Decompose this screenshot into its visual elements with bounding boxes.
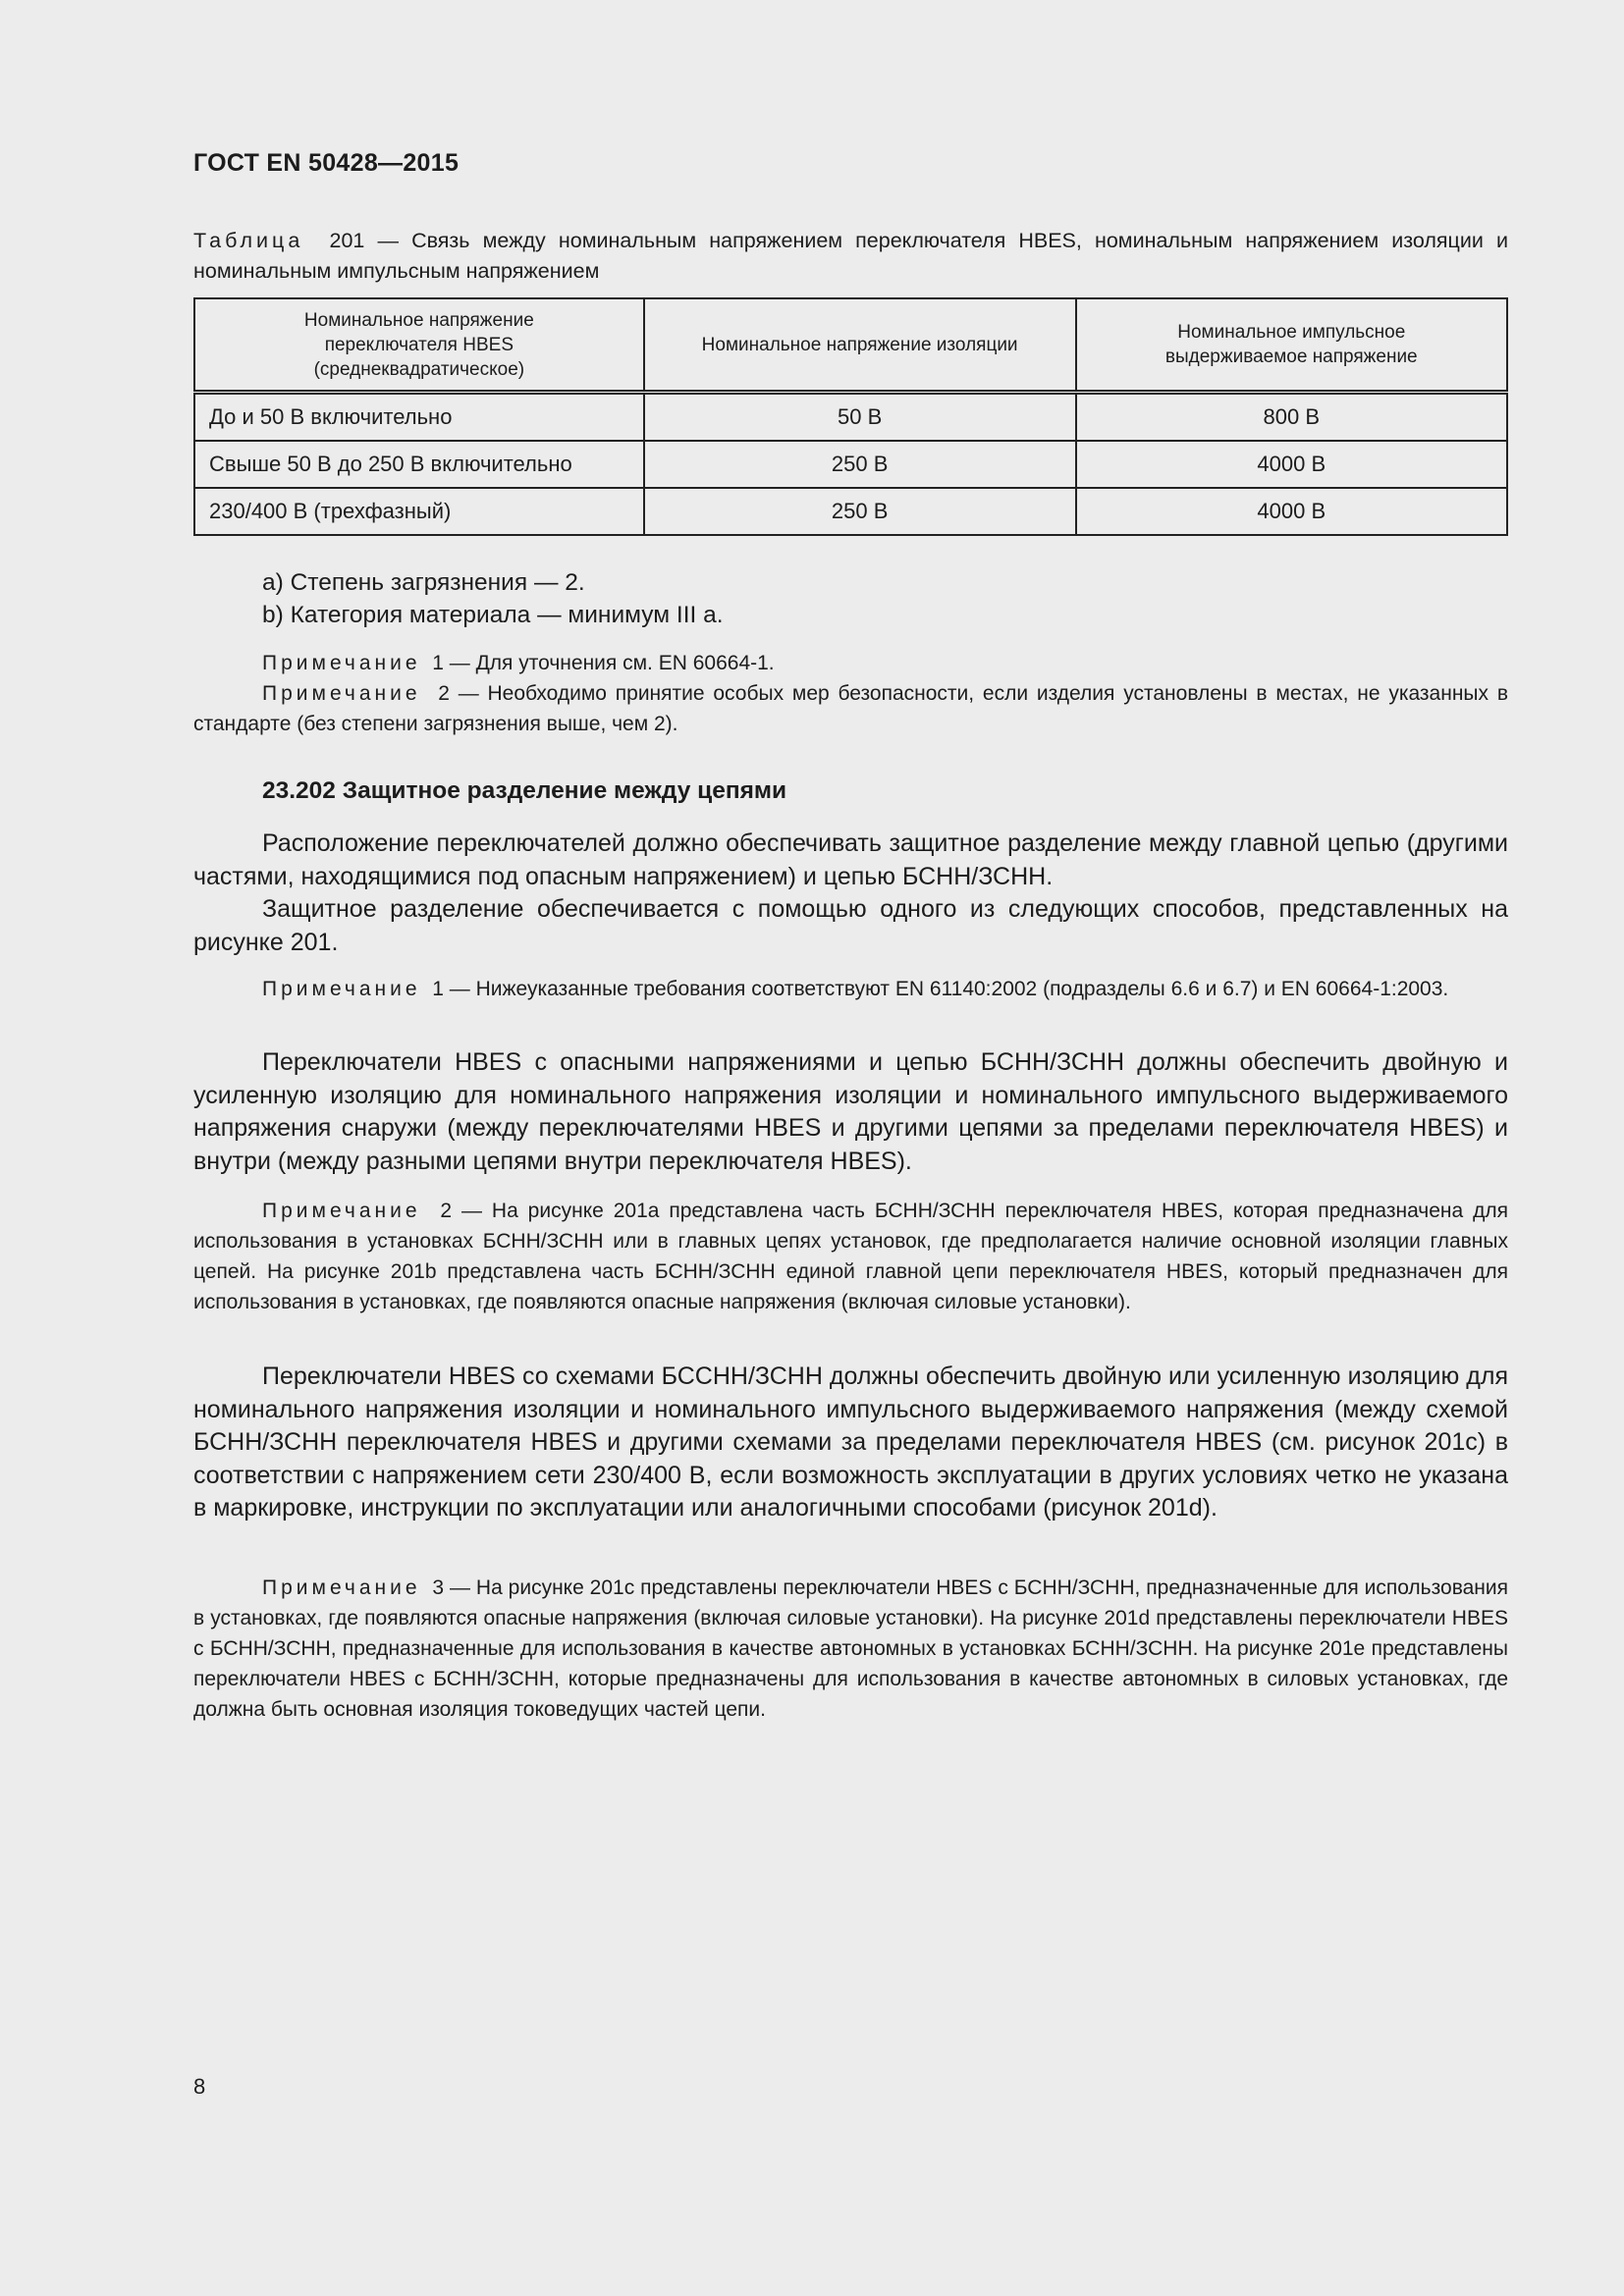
table-notes	[193, 648, 1508, 739]
page-number: 8	[193, 2074, 206, 2099]
note-label: Примечание	[262, 978, 421, 1000]
table-cell: До и 50 В включительно	[194, 393, 644, 442]
table-footnote-b: b) Категория материала — минимум III a.	[262, 602, 724, 628]
section-paragraph-1	[193, 828, 1508, 959]
table-cell: 250 В	[644, 488, 1076, 535]
table-cell: 800 В	[1076, 393, 1507, 442]
table-caption	[193, 226, 1508, 287]
note-text: 1 — Нижеуказанные требования соответствуют EN 61140:2002 (подразделы 6.6 и 6.7) и EN 60664-1:2003.	[432, 978, 1449, 1000]
table-row	[194, 488, 1507, 535]
note-label: Примечание	[262, 1200, 421, 1222]
table-cell: 50 В	[644, 393, 1076, 442]
table-cell: 250 В	[644, 441, 1076, 488]
note-label: Примечание	[262, 682, 421, 705]
section-note-1	[193, 974, 1508, 1004]
section-paragraph-3: Переключатели HBES с опасными напряжениями и цепью БСНН/ЗСНН должны обеспечить двойную и усиленную изоляцию для номинального напряжения изоляции и номинального импульсного выдерживаемого напряжения снаружи (между переключателями HBES и другими цепями за пределами переключателя HBES) и внутри (между разными цепями внутри переключателя HBES).	[193, 1048, 1508, 1175]
table-header-cell: Номинальное напряжение изоляции	[644, 298, 1076, 393]
table-cell: 230/400 В (трехфазный)	[194, 488, 644, 535]
table-caption-text: 201 — Связь между номинальным напряжением переключателя HBES, номинальным напряжением изоляции и номинальным импульсным напряжением	[193, 229, 1508, 283]
voltage-table	[193, 297, 1508, 536]
note-text: 2 — На рисунке 201a представлена часть БСНН/ЗСНН переключателя HBES, которая предназначена для использования в установках БСНН/ЗСНН или в главных цепях установок, где предполагается наличие основной изоляции главных цепей. На рисунке 201b представлена часть БСНН/ЗСНН единой главной цепи переключателя HBES, который предназначен для использования в установках, где появляются опасные напряжения (включая силовые установки).	[193, 1200, 1508, 1313]
section-paragraph-4: Переключатели HBES со схемами БССНН/ЗСНН должны обеспечить двойную или усиленную изоляцию для номинального напряжения изоляции и номинального импульсного выдерживаемого напряжения (между схемой БСНН/ЗСНН переключателя HBES и другими схемами за пределами переключателя HBES (см. рисунок 201c) в соответствии с напряжением сети 230/400 В, если возможность эксплуатации в других условиях четко не указана в маркировке, инструкции по эксплуатации или аналогичными способами (рисунок 201d).	[193, 1362, 1508, 1522]
note-label: Примечание	[262, 1576, 421, 1599]
note-text: 3 — На рисунке 201c представлены переключатели HBES с БСНН/ЗСНН, предназначенные для использования в установках, где появляются опасные напряжения (включая силовые установки). На рисунке 201d представлены переключатели HBES с БСНН/ЗСНН, предназначенные для использования в качестве автономных в установках БСНН/ЗСНН. На рисунке 201e представлены переключатели HBES с БСНН/ЗСНН, которые предназначены для использования в качестве автономных в силовых установках, где должна быть основная изоляция токоведущих частей цепи.	[193, 1576, 1508, 1721]
table-header-cell: Номинальное напряжение переключателя HBES (среднеквадратическое)	[194, 298, 644, 393]
table-note-1: 1 — Для уточнения см. EN 60664-1.	[432, 652, 775, 674]
table-cell: 4000 В	[1076, 488, 1507, 535]
table-header-cell: Номинальное импульсное выдерживаемое напряжение	[1076, 298, 1507, 393]
table-cell: Свыше 50 В до 250 В включительно	[194, 441, 644, 488]
section-note-3	[193, 1573, 1508, 1725]
table-header-row	[194, 298, 1507, 393]
table-note-2: 2 — Необходимо принятие особых мер безопасности, если изделия установлены в местах, не указанных в стандарте (без степени загрязнения выше, чем 2).	[193, 682, 1508, 735]
section-note-2	[193, 1196, 1508, 1317]
document-id: ГОСТ EN 50428—2015	[193, 149, 460, 177]
table-cell: 4000 В	[1076, 441, 1507, 488]
table-row	[194, 441, 1507, 488]
paragraph-text: Расположение переключателей должно обеспечивать защитное разделение между главной цепью (другими частями, находящимися под опасным напряжением) и цепью БСНН/ЗСНН.	[193, 829, 1508, 890]
section-heading: 23.202 Защитное разделение между цепями	[262, 777, 787, 804]
table-footnote-a: a) Степень загрязнения — 2.	[262, 569, 585, 596]
table-caption-word: Таблица	[193, 229, 304, 252]
note-label: Примечание	[262, 652, 421, 674]
paragraph-text: Защитное разделение обеспечивается с помощью одного из следующих способов, представленных на рисунке 201.	[193, 895, 1508, 956]
table-row	[194, 393, 1507, 442]
